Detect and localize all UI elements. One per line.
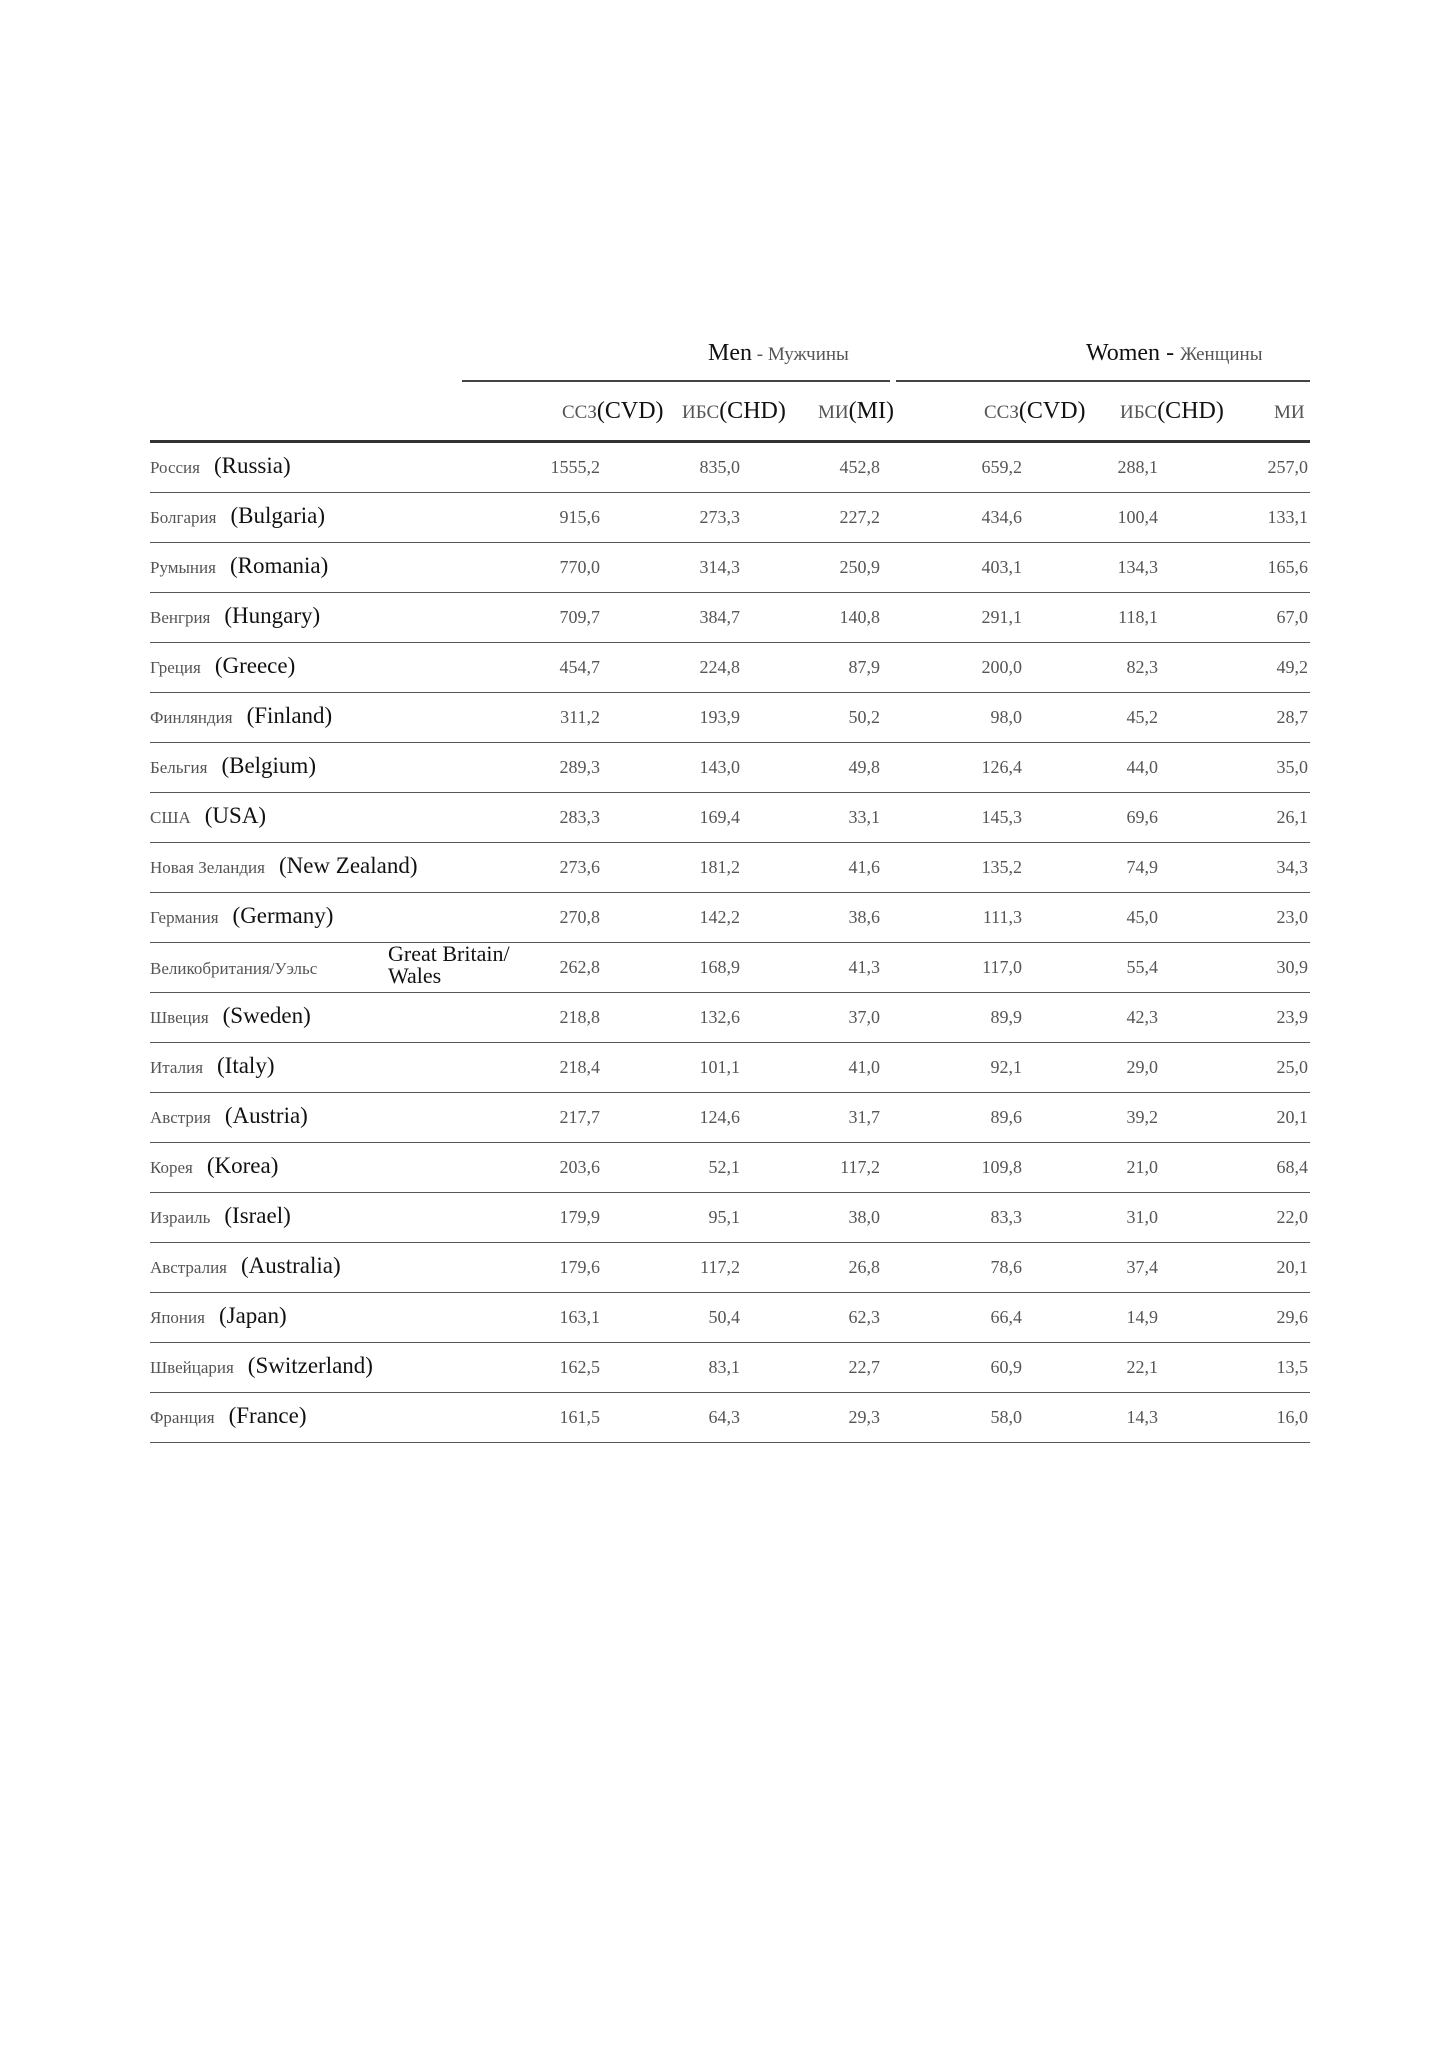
value-cell: 49,8 (848, 757, 880, 777)
country-name-ru: Россия (150, 458, 200, 477)
value-cell: 770,0 (559, 557, 600, 577)
value-cell: 132,6 (699, 1007, 740, 1027)
value-cell: 257,0 (1267, 457, 1308, 477)
value-cell: 270,8 (559, 907, 600, 927)
country-cell (150, 703, 332, 729)
country-name-en: (Sweden) (222, 1003, 311, 1028)
value-cell: 23,0 (1276, 907, 1308, 927)
value-cell: 68,4 (1276, 1157, 1308, 1177)
value-cell: 143,0 (699, 757, 740, 777)
table-row (150, 1293, 1310, 1343)
value-cell: 41,0 (848, 1057, 880, 1077)
country-name-ru: Румыния (150, 558, 216, 577)
country-name-en: (New Zealand) (278, 853, 418, 878)
value-cell: 384,7 (699, 607, 740, 627)
country-name-ru: Великобритания/Уэльс (150, 959, 318, 978)
value-cell: 42,3 (1126, 1007, 1158, 1027)
table-row (150, 493, 1310, 543)
value-cell: 179,9 (559, 1207, 600, 1227)
country-cell (150, 803, 266, 829)
country-cell (150, 653, 295, 679)
group-men-sep: - (752, 344, 768, 365)
value-cell: 87,9 (848, 657, 880, 677)
value-cell: 83,1 (708, 1357, 740, 1377)
group-men-ru: Мужчины (767, 344, 849, 365)
value-cell: 273,3 (699, 507, 740, 527)
value-cell: 117,2 (840, 1157, 880, 1177)
value-cell: 262,8 (559, 957, 600, 977)
table-row (150, 643, 1310, 693)
group-header-men (708, 340, 849, 367)
value-cell: 709,7 (559, 607, 600, 627)
country-cell (150, 1003, 311, 1029)
country-name-ru: Болгария (150, 508, 217, 527)
value-cell: 98,0 (990, 707, 1022, 727)
value-cell: 169,4 (699, 807, 740, 827)
value-cell: 454,7 (559, 657, 600, 677)
value-cell: 161,5 (559, 1407, 600, 1427)
country-cell (150, 503, 325, 529)
value-cell: 89,9 (990, 1007, 1022, 1027)
value-cell: 20,1 (1276, 1257, 1308, 1277)
table-row (150, 793, 1310, 843)
value-cell: 227,2 (839, 507, 880, 527)
value-cell: 50,4 (708, 1307, 740, 1327)
value-cell: 22,7 (848, 1357, 880, 1377)
country-name-ru: Франция (150, 1408, 215, 1427)
column-header-ru: МИ (818, 402, 849, 423)
column-header (1274, 398, 1305, 425)
column-header (1120, 398, 1224, 425)
value-cell: 50,2 (848, 707, 880, 727)
group-women-en: Women (1086, 340, 1161, 366)
country-name-en: (Switzerland) (247, 1353, 373, 1378)
value-cell: 111,3 (982, 907, 1022, 927)
value-cell: 193,9 (699, 707, 740, 727)
column-header-en: (CVD) (596, 398, 664, 424)
table-body (150, 443, 1310, 1443)
value-cell: 434,6 (981, 507, 1022, 527)
value-cell: 314,3 (699, 557, 740, 577)
table-row (150, 693, 1310, 743)
value-cell: 95,1 (708, 1207, 740, 1227)
value-cell: 66,4 (990, 1307, 1022, 1327)
value-cell: 13,5 (1276, 1357, 1308, 1377)
country-name-ru: Германия (150, 908, 219, 927)
country-name-ru: Швейцария (150, 1358, 234, 1377)
country-cell (150, 1203, 291, 1229)
country-cell (150, 453, 291, 479)
value-cell: 109,8 (981, 1157, 1022, 1177)
column-header-en: (CVD) (1018, 398, 1086, 424)
country-name-en: (Israel) (224, 1203, 291, 1228)
value-cell: 45,0 (1126, 907, 1158, 927)
country-cell (150, 753, 316, 779)
value-cell: 49,2 (1276, 657, 1308, 677)
value-cell: 20,1 (1276, 1107, 1308, 1127)
value-cell: 1555,2 (550, 457, 600, 477)
value-cell: 45,2 (1126, 707, 1158, 727)
value-cell: 135,2 (981, 857, 1022, 877)
value-cell: 38,0 (848, 1207, 880, 1227)
country-name-en: (France) (228, 1403, 307, 1428)
value-cell: 38,6 (848, 907, 880, 927)
country-name-ru: Швеция (150, 1008, 209, 1027)
value-cell: 659,2 (981, 457, 1022, 477)
value-cell: 179,6 (559, 1257, 600, 1277)
value-cell: 289,3 (559, 757, 600, 777)
table-row (150, 543, 1310, 593)
country-name-ru: Япония (150, 1308, 205, 1327)
value-cell: 82,3 (1126, 657, 1158, 677)
value-cell: 124,6 (699, 1107, 740, 1127)
table-row (150, 943, 1310, 993)
value-cell: 291,1 (981, 607, 1022, 627)
table-row (150, 593, 1310, 643)
value-cell: 163,1 (559, 1307, 600, 1327)
value-cell: 44,0 (1126, 757, 1158, 777)
country-name-ru: Финляндия (150, 708, 233, 727)
value-cell: 181,2 (699, 857, 740, 877)
country-name-ru: США (150, 808, 191, 827)
value-cell: 165,6 (1267, 557, 1308, 577)
country-cell (150, 1053, 274, 1079)
value-cell: 218,4 (559, 1057, 600, 1077)
value-cell: 74,9 (1126, 857, 1158, 877)
value-cell: 117,2 (700, 1257, 740, 1277)
country-name-en: (Japan) (218, 1303, 287, 1328)
value-cell: 89,6 (990, 1107, 1022, 1127)
table-row (150, 993, 1310, 1043)
value-cell: 117,0 (982, 957, 1022, 977)
country-cell (150, 1303, 287, 1329)
value-cell: 31,0 (1126, 1207, 1158, 1227)
table-row (150, 1243, 1310, 1293)
value-cell: 145,3 (981, 807, 1022, 827)
value-cell: 452,8 (839, 457, 880, 477)
column-header (984, 398, 1086, 425)
country-name-en: (Hungary) (224, 603, 321, 628)
value-cell: 100,4 (1117, 507, 1158, 527)
country-name-ru: Австрия (150, 1108, 211, 1127)
country-name-en: (Australia) (240, 1253, 341, 1278)
value-cell: 28,7 (1276, 707, 1308, 727)
value-cell: 224,8 (699, 657, 740, 677)
value-cell: 14,9 (1126, 1307, 1158, 1327)
value-cell: 39,2 (1126, 1107, 1158, 1127)
column-header-en: (CHD) (1157, 398, 1224, 424)
country-cell (150, 603, 320, 629)
column-header-ru: ССЗ (562, 402, 597, 423)
value-cell: 142,2 (699, 907, 740, 927)
country-cell (150, 1403, 307, 1429)
group-women-sep: - (1160, 340, 1181, 366)
value-cell: 118,1 (1118, 607, 1158, 627)
value-cell: 22,1 (1126, 1357, 1158, 1377)
value-cell: 37,4 (1126, 1257, 1158, 1277)
value-cell: 30,9 (1276, 957, 1308, 977)
group-header-row (150, 330, 1310, 382)
value-cell: 200,0 (981, 657, 1022, 677)
country-name-en: (Belgium) (221, 753, 316, 778)
country-cell (150, 1253, 341, 1279)
column-header-en: (MI) (848, 398, 894, 424)
value-cell: 23,9 (1276, 1007, 1308, 1027)
value-cell: 41,6 (848, 857, 880, 877)
country-name-ru: Бельгия (150, 758, 208, 777)
table-row (150, 1343, 1310, 1393)
column-header-ru: ИБС (1120, 402, 1158, 423)
value-cell: 67,0 (1276, 607, 1308, 627)
value-cell: 29,3 (848, 1407, 880, 1427)
value-cell: 250,9 (839, 557, 880, 577)
value-cell: 41,3 (848, 957, 880, 977)
value-cell: 52,1 (708, 1157, 740, 1177)
country-cell (150, 853, 418, 879)
column-header (682, 398, 786, 425)
value-cell: 21,0 (1126, 1157, 1158, 1177)
value-cell: 283,3 (559, 807, 600, 827)
country-name-en: (Romania) (229, 553, 329, 578)
group-women-ru: Женщины (1180, 344, 1263, 365)
country-name-en: (Finland) (246, 703, 333, 728)
country-cell (150, 903, 333, 929)
value-cell: 64,3 (708, 1407, 740, 1427)
value-cell: 133,1 (1267, 507, 1308, 527)
value-cell: 16,0 (1276, 1407, 1308, 1427)
table-row (150, 443, 1310, 493)
value-cell: 168,9 (699, 957, 740, 977)
value-cell: 126,4 (981, 757, 1022, 777)
value-cell: 83,3 (990, 1207, 1022, 1227)
country-name-en: (Austria) (224, 1103, 308, 1128)
value-cell: 62,3 (848, 1307, 880, 1327)
value-cell: 273,6 (559, 857, 600, 877)
value-cell: 25,0 (1276, 1057, 1308, 1077)
country-name-en: (Italy) (217, 1053, 275, 1078)
country-name-en: (USA) (204, 803, 267, 828)
table-row (150, 1393, 1310, 1443)
country-name-ru: Греция (150, 658, 201, 677)
country-name-ru: Израиль (150, 1208, 211, 1227)
country-name-en: Great Britain/ Wales (388, 941, 510, 988)
value-cell: 134,3 (1117, 557, 1158, 577)
table-row (150, 843, 1310, 893)
column-header-ru: ССЗ (984, 402, 1019, 423)
value-cell: 55,4 (1126, 957, 1158, 977)
value-cell: 29,0 (1126, 1057, 1158, 1077)
group-men-en: Men (708, 340, 752, 366)
value-cell: 403,1 (981, 557, 1022, 577)
value-cell: 26,8 (848, 1257, 880, 1277)
value-cell: 33,1 (848, 807, 880, 827)
country-name-en: (Russia) (213, 453, 291, 478)
value-cell: 162,5 (559, 1357, 600, 1377)
table-row (150, 1043, 1310, 1093)
value-cell: 26,1 (1276, 807, 1308, 827)
country-name-ru: Корея (150, 1158, 193, 1177)
column-header-row (150, 382, 1310, 443)
country-name-ru: Венгрия (150, 608, 211, 627)
column-header-en: (CHD) (719, 398, 786, 424)
value-cell: 22,0 (1276, 1207, 1308, 1227)
column-header (562, 398, 664, 425)
value-cell: 203,6 (559, 1157, 600, 1177)
country-name-en: (Korea) (206, 1153, 279, 1178)
table-row (150, 743, 1310, 793)
country-name-ru: Италия (150, 1058, 204, 1077)
value-cell: 60,9 (990, 1357, 1022, 1377)
country-cell (150, 553, 328, 579)
value-cell: 101,1 (699, 1057, 740, 1077)
column-header-ru: МИ (1274, 402, 1305, 423)
table-row (150, 893, 1310, 943)
country-name-en: (Bulgaria) (230, 503, 325, 528)
country-name-en: (Germany) (232, 903, 334, 928)
column-header-ru: ИБС (682, 402, 720, 423)
group-header-women (1086, 340, 1262, 367)
country-name-ru: Новая Зеландия (150, 858, 265, 877)
value-cell: 58,0 (990, 1407, 1022, 1427)
country-name-en: (Greece) (214, 653, 296, 678)
value-cell: 34,3 (1276, 857, 1308, 877)
table-row (150, 1143, 1310, 1193)
value-cell: 835,0 (699, 457, 740, 477)
value-cell: 92,1 (990, 1057, 1022, 1077)
value-cell: 37,0 (848, 1007, 880, 1027)
value-cell: 140,8 (839, 607, 880, 627)
value-cell: 29,6 (1276, 1307, 1308, 1327)
table-row (150, 1193, 1310, 1243)
value-cell: 915,6 (559, 507, 600, 527)
value-cell: 78,6 (990, 1257, 1022, 1277)
country-cell (150, 1153, 278, 1179)
value-cell: 311,2 (560, 707, 600, 727)
value-cell: 69,6 (1126, 807, 1158, 827)
value-cell: 14,3 (1126, 1407, 1158, 1427)
table-row (150, 1093, 1310, 1143)
mortality-table (150, 330, 1310, 1443)
value-cell: 35,0 (1276, 757, 1308, 777)
country-cell (150, 1103, 308, 1129)
country-name-ru: Австралия (150, 1258, 227, 1277)
value-cell: 218,8 (559, 1007, 600, 1027)
column-header (818, 398, 894, 425)
value-cell: 217,7 (559, 1107, 600, 1127)
value-cell: 288,1 (1117, 457, 1158, 477)
value-cell: 31,7 (848, 1107, 880, 1127)
country-cell (150, 1353, 373, 1379)
